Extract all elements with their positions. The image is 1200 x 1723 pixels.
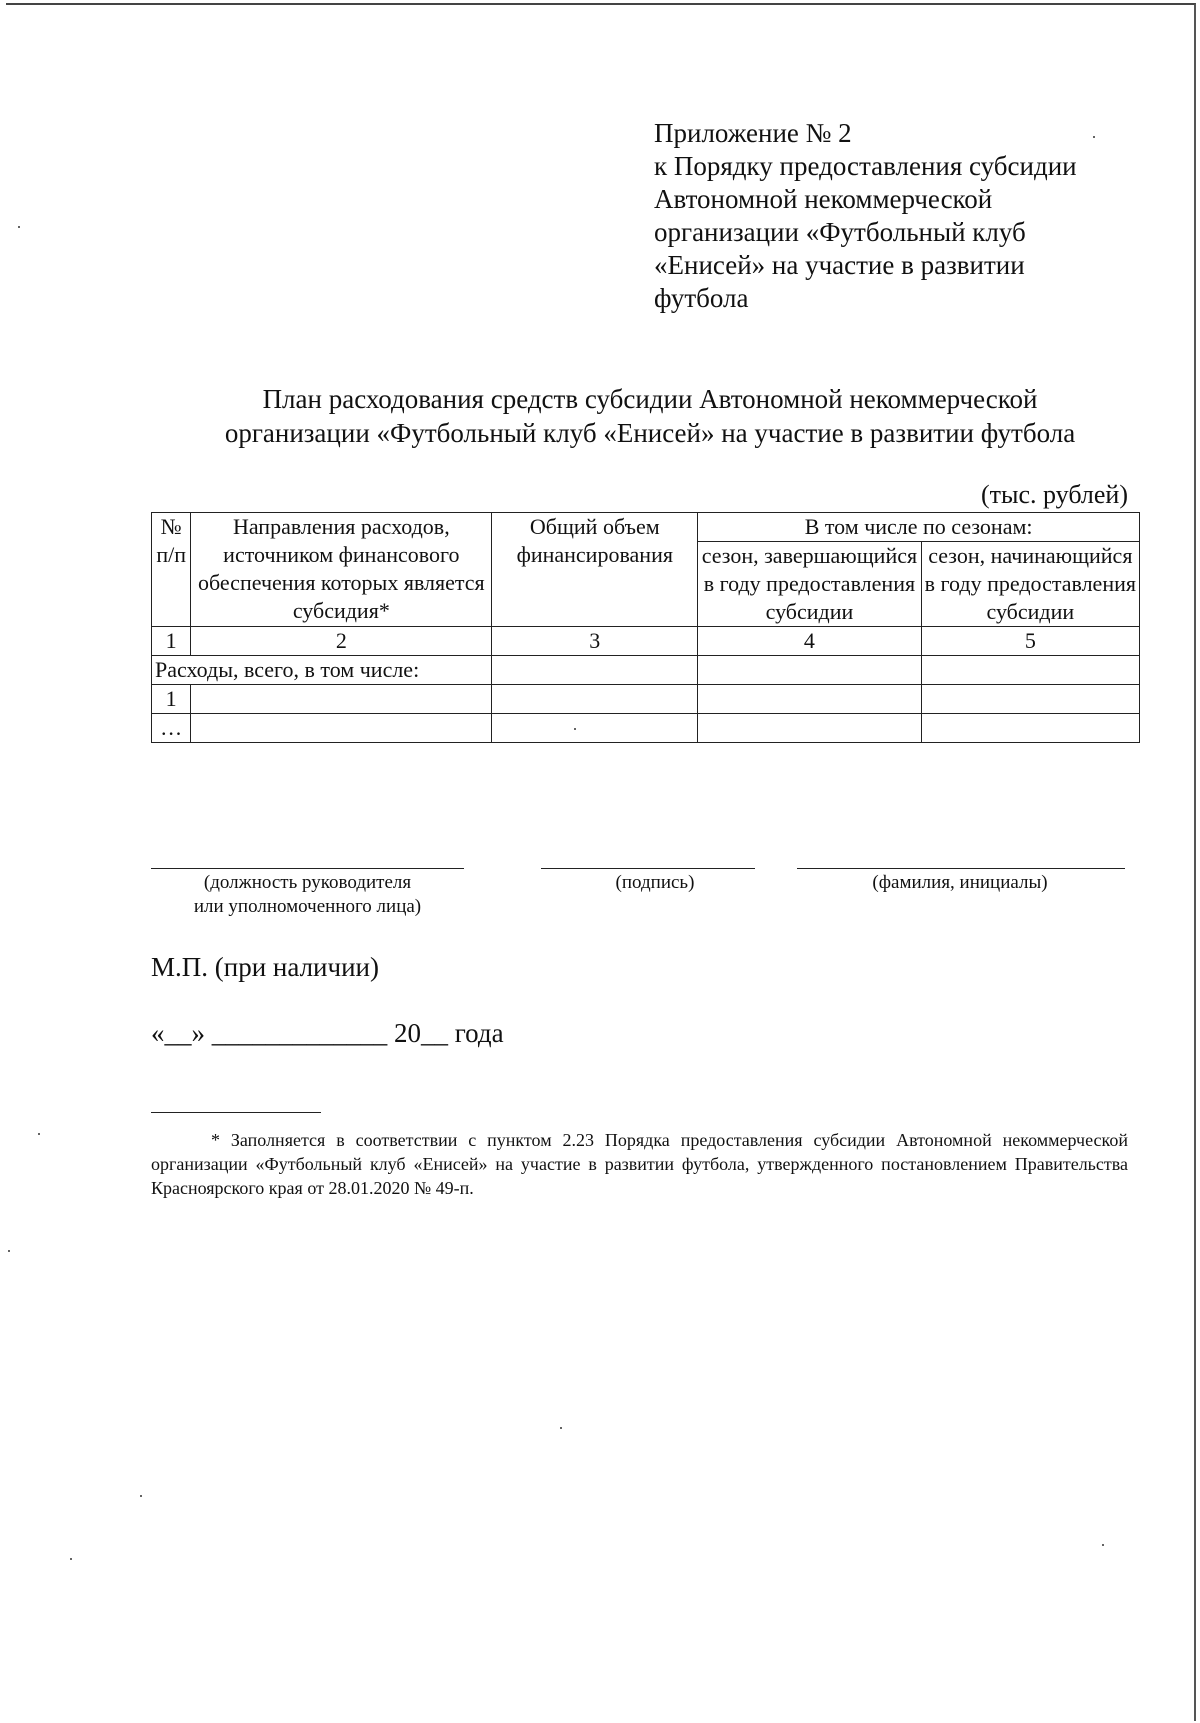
annex-line: «Енисей» на участие в развитии <box>654 250 1025 280</box>
scan-speck <box>574 728 576 730</box>
scan-speck <box>70 1558 72 1560</box>
stamp-label: М.П. (при наличии) <box>151 952 379 982</box>
header-season-end: сезон, завершающийся в году предоставления субсидии <box>698 542 921 627</box>
annex-header <box>654 117 1077 315</box>
table-row <box>152 714 1140 743</box>
scan-speck <box>8 1250 10 1252</box>
units-label: (тыс. рублей) <box>980 480 1128 509</box>
scan-speck <box>1102 1544 1104 1546</box>
column-number: 4 <box>698 627 921 656</box>
position-caption <box>151 871 464 919</box>
row-total <box>492 714 698 743</box>
header-total: Общий объем финансирования <box>492 513 698 627</box>
header-season-start: сезон, начинающийся в году предоставления субсидии <box>921 542 1139 627</box>
annex-line: к Порядку предоставления субсидии <box>654 151 1077 181</box>
total-label: Расходы, всего, в том числе: <box>152 656 492 685</box>
expense-plan-table <box>151 512 1140 743</box>
row-number: 1 <box>152 685 191 714</box>
row-season-end <box>698 714 921 743</box>
column-number: 5 <box>921 627 1139 656</box>
date-line: «__» _____________ 20__ года <box>151 1018 504 1048</box>
footnote: * Заполняется в соответствии с пунктом 2.23 Порядка предоставления субсидии Автономной некоммерческой организации «Футбольный клуб «Енисей» на участие в развитии футбола, утвержденного постановлением Правительства Красноярского края от 28.01.2020 № 49-п. <box>151 1130 1128 1198</box>
sign-caption: (подпись) <box>615 872 695 893</box>
scan-speck <box>1093 136 1095 138</box>
row-season-start <box>921 685 1139 714</box>
annex-line: организации «Футбольный клуб <box>654 217 1026 247</box>
column-number: 1 <box>152 627 191 656</box>
row-season-end <box>698 685 921 714</box>
title-line-1: План расходования средств субсидии Автономной некоммерческой <box>262 384 1038 414</box>
row-season-start <box>921 714 1139 743</box>
row-direction <box>191 685 492 714</box>
annex-line: Приложение № 2 <box>654 118 852 148</box>
total-cell <box>492 656 698 685</box>
document-title <box>150 382 1150 450</box>
row-direction <box>191 714 492 743</box>
header-number: № п/п <box>152 513 191 627</box>
total-row <box>152 656 1140 685</box>
header-seasons-group: В том числе по сезонам: <box>698 513 1140 542</box>
position-caption-line-1: (должность руководителя <box>203 872 412 893</box>
column-number: 3 <box>492 627 698 656</box>
footnote-rule <box>151 1112 321 1113</box>
annex-line: футбола <box>654 283 749 313</box>
column-numbers-row <box>152 627 1140 656</box>
name-caption: (фамилия, инициалы) <box>872 872 1048 893</box>
name-signature-line <box>797 868 1125 869</box>
scan-speck <box>560 1427 562 1429</box>
column-number: 2 <box>191 627 492 656</box>
total-season-start-cell <box>921 656 1139 685</box>
table-header-row <box>152 513 1140 542</box>
scan-speck <box>38 1133 40 1135</box>
header-direction: Направления расходов, источником финансового обеспечения которых является субсидия* <box>191 513 492 627</box>
scan-speck <box>140 1495 142 1497</box>
sign-signature-line <box>541 868 755 869</box>
annex-line: Автономной некоммерческой <box>654 184 993 214</box>
row-total <box>492 685 698 714</box>
position-signature-line <box>151 868 464 869</box>
table-row <box>152 685 1140 714</box>
title-line-2: организации «Футбольный клуб «Енисей» на участие в развитии футбола <box>224 418 1076 448</box>
position-caption-line-2: или уполномоченного лица) <box>193 896 422 917</box>
row-number: … <box>152 714 191 743</box>
total-season-end-cell <box>698 656 921 685</box>
scan-speck <box>18 226 20 228</box>
